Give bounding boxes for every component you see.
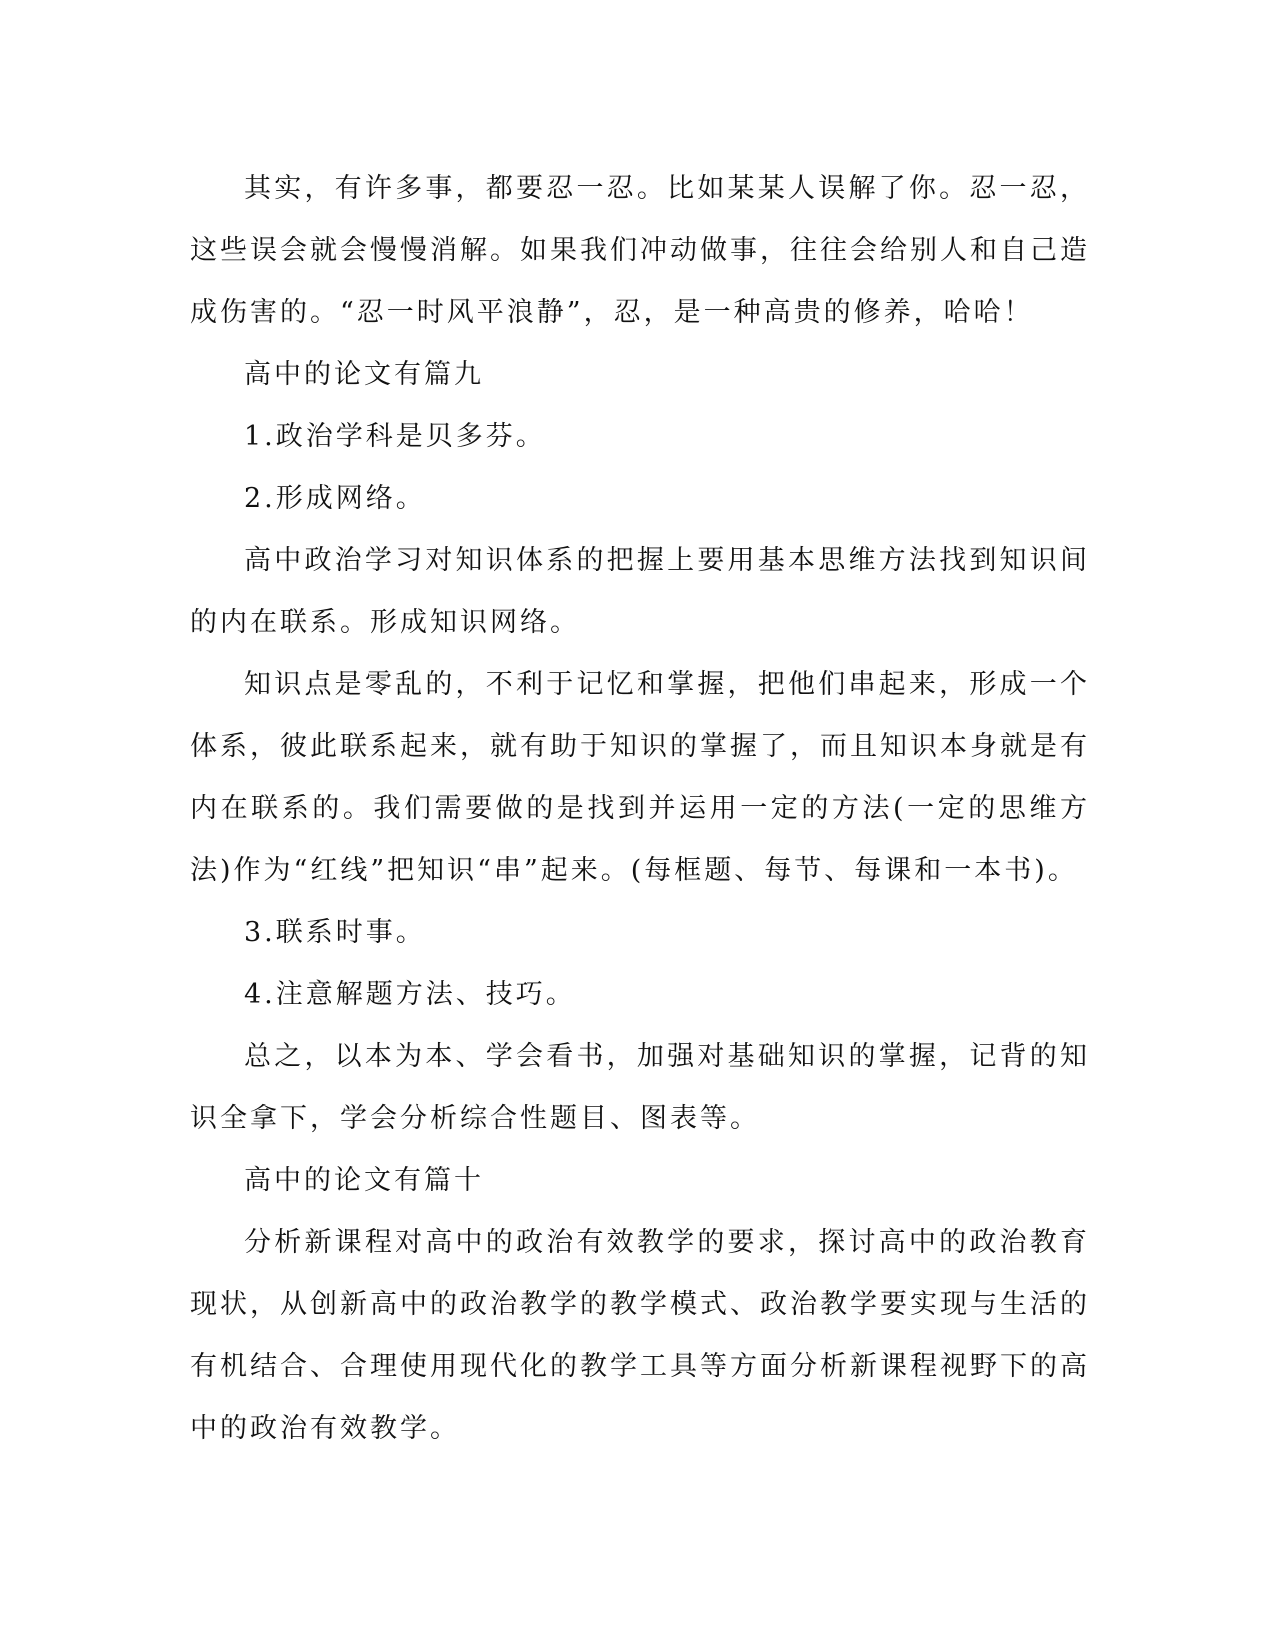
list-item-4: 4.注意解题方法、技巧。 xyxy=(244,979,576,1010)
document-body xyxy=(190,158,1090,1460)
paragraph-patience: 其实，有许多事，都要忍一忍。比如某某人误解了你。忍一忍，这些误会就会慢慢消解。如果我们冲动做事，往往会给别人和自己造成伤害的。“忍一时风平浪静”，忍，是一种高贵的修养，哈哈！ xyxy=(190,173,1090,328)
section-heading-nine: 高中的论文有篇九 xyxy=(244,359,484,390)
section-heading-ten: 高中的论文有篇十 xyxy=(244,1165,484,1196)
list-item-1: 1.政治学科是贝多芬。 xyxy=(244,421,546,452)
paragraph-knowledge-system: 高中政治学习对知识体系的把握上要用基本思维方法找到知识间的内在联系。形成知识网络。 xyxy=(190,545,1090,638)
paragraph-summary: 总之，以本为本、学会看书，加强对基础知识的掌握，记背的知识全拿下，学会分析综合性题目、图表等。 xyxy=(190,1041,1090,1134)
list-item-2: 2.形成网络。 xyxy=(244,483,426,514)
list-item-3: 3.联系时事。 xyxy=(244,917,426,948)
paragraph-knowledge-points: 知识点是零乱的，不利于记忆和掌握，把他们串起来，形成一个体系，彼此联系起来，就有助于知识的掌握了，而且知识本身就是有内在联系的。我们需要做的是找到并运用一定的方法(一定的思维方法)作为“红线”把知识“串”起来。(每框题、每节、每课和一本书)。 xyxy=(190,669,1090,886)
paragraph-new-curriculum: 分析新课程对高中的政治有效教学的要求，探讨高中的政治教育现状，从创新高中的政治教学的教学模式、政治教学要实现与生活的有机结合、合理使用现代化的教学工具等方面分析新课程视野下的高中的政治有效教学。 xyxy=(190,1227,1090,1444)
